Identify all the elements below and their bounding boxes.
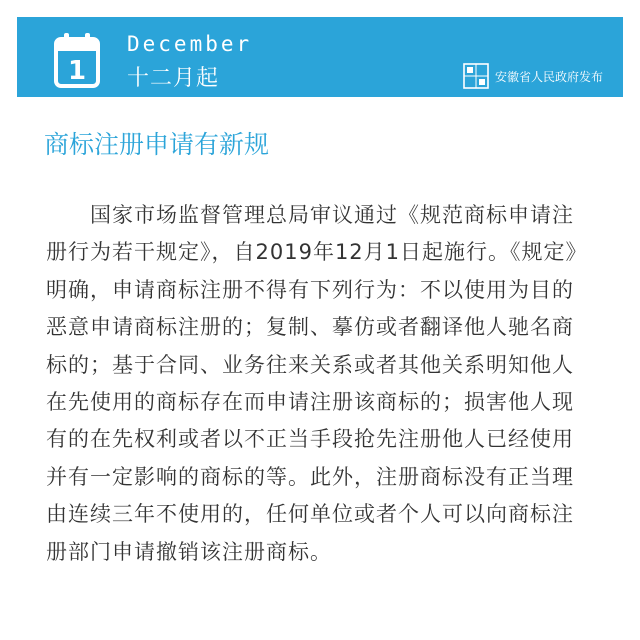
publisher	[463, 63, 603, 89]
article-body	[46, 197, 594, 571]
publisher-name: 安徽省人民政府发布	[494, 69, 603, 84]
calendar-icon	[53, 31, 101, 89]
header-banner	[17, 17, 623, 97]
publisher-logo-icon	[463, 63, 489, 89]
calendar-day-number: 1	[67, 56, 87, 86]
article-body-text: 国家市场监督管理总局审议通过《规范商标申请注册行为若干规定》，自2019年12月1日起施行。《规定》明确，申请商标注册不得有下列行为：不以使用为目的恶意申请商标注册的；复制、摹仿或者翻译他人驰名商标的；基于合同、业务往来关系或者其他关系明知他人在先使用的商标存在而申请注册该商标的；损害他人现有的在先权利或者以不正当手段抢先注册他人已经使用并有一定影响的商标的等。此外，注册商标没有正当理由连续三年不使用的，任何单位或者个人可以向商标注册部门申请撤销该注册商标。	[46, 203, 588, 564]
month-english: December	[127, 32, 253, 56]
article-headline: 商标注册申请有新规	[44, 130, 270, 159]
month-chinese: 十二月起	[127, 66, 220, 91]
